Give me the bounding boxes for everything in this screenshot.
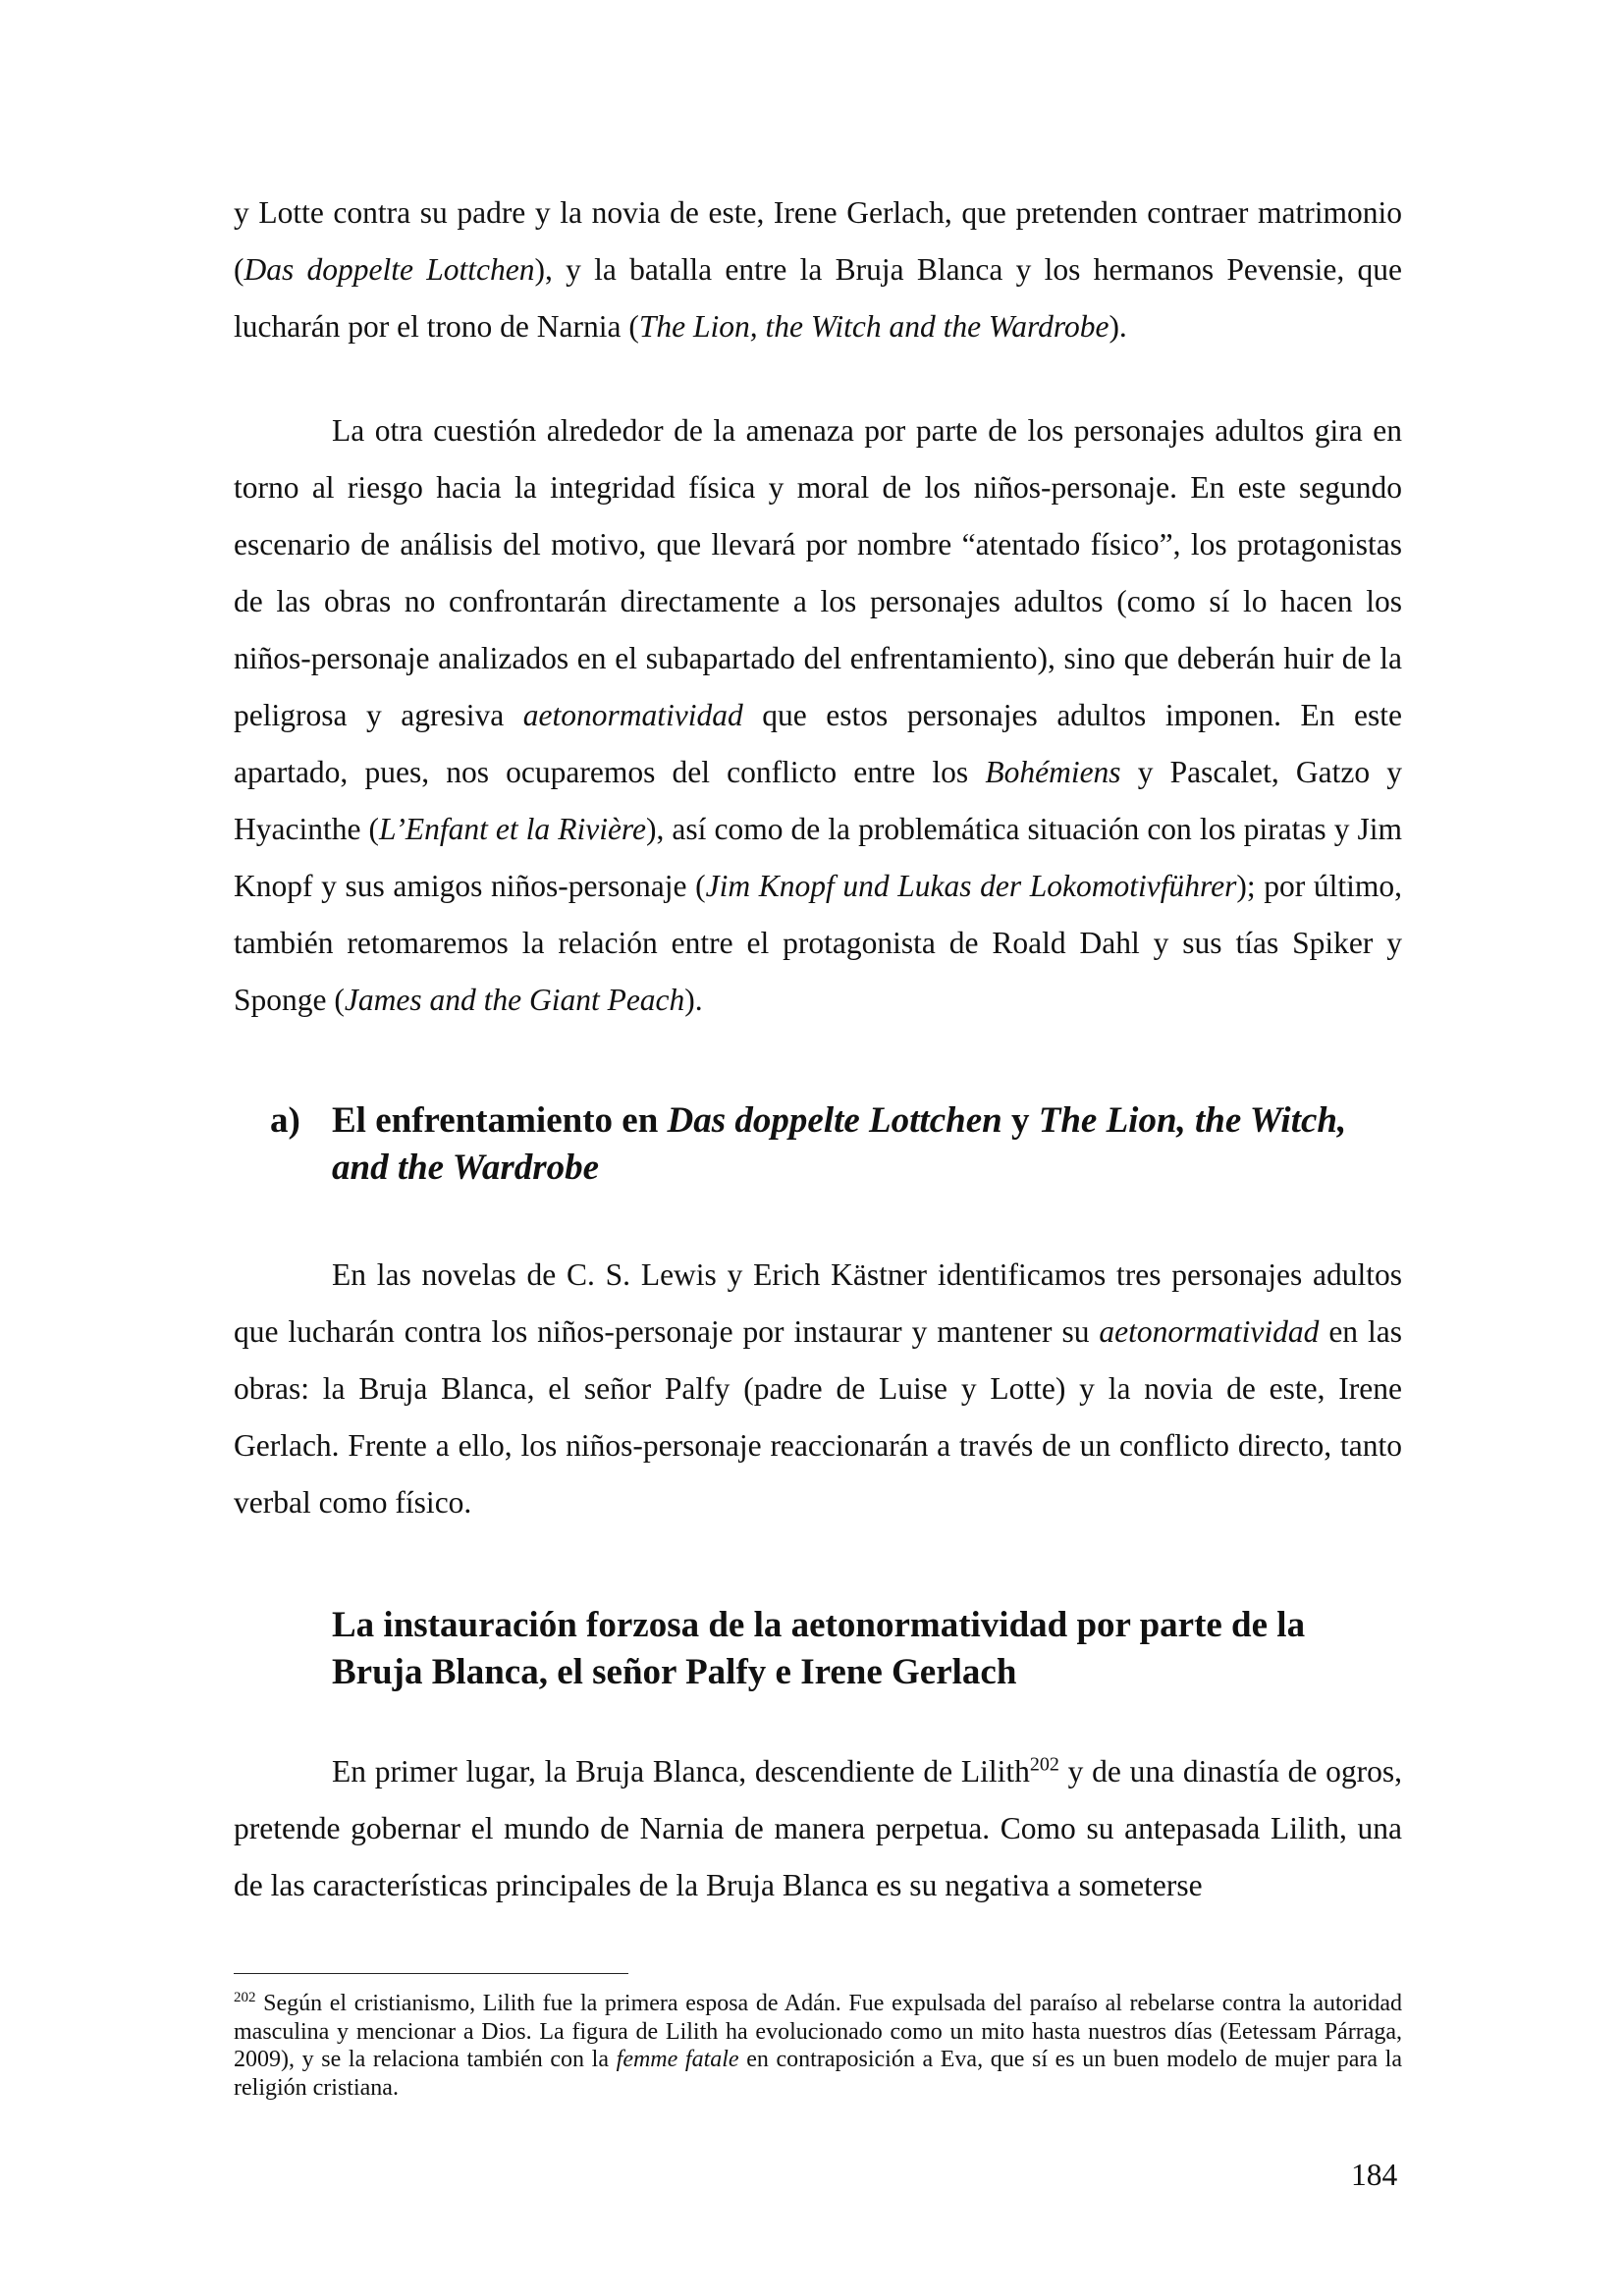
text-run: en las obras: la Bruja Blanca, el señor Palfy (padre de Luise y Lotte) y la novia de este, Irene Gerlach. Frente a ello, los niños-personaje reaccionarán a través de un conflicto directo, tanto verbal como físico. [234,1314,1402,1520]
footnote-reference[interactable]: 202 [1029,1753,1059,1776]
text-run: ), y la batalla entre la Bruja Blanca y los hermanos Pevensie, que lucharán por el trono de Narnia ( [234,252,1402,344]
footnote-italic: femme fatale [616,2047,739,2072]
text-run: y Pascalet, Gatzo y Hyacinthe ( [234,755,1403,846]
heading-run: y [1001,1100,1039,1141]
page-body [234,185,1402,1914]
footnote-run: Según el cristianismo, Lilith fue la primera esposa de Adán. Fue expulsada del paraíso al rebelarse contra la autoridad masculina y mencionar a Dios. La figura de Lilith ha evolucionado como un mito hasta nuestros días (Eetessam Párraga, 2009), y se la relaciona también con la [234,1991,1402,2072]
text-run: y de una dinastía de ogros, pretende gobernar el mundo de Narnia de manera perpetua. Como su antepasada Lilith, una de las características principales de la Bruja Blanca es su negativa a someterse [234,1754,1402,1902]
text-run: y Lotte contra su padre y la novia de este, Irene Gerlach, que pretenden contraer matrimonio ( [234,195,1402,287]
paragraph-white-witch [234,1743,1402,1914]
heading-italic-title: The Lion, the Witch, and the Wardrobe [332,1100,1347,1188]
italic-title: Das doppelte Lottchen [243,252,535,287]
italic-title: James and the Giant Peach [344,983,685,1017]
section-heading [234,1097,1402,1192]
italic-term: aetonormatividad [522,698,743,732]
heading-italic-title: Das doppelte Lottchen [667,1100,1002,1141]
text-run: ). [1109,309,1127,344]
text-run: que estos personajes adultos imponen. En este apartado, pues, nos ocuparemos del conflicto entre los [234,698,1402,789]
text-run: ). [684,983,703,1017]
page-number: 184 [1351,2158,1398,2192]
footnote-number: 202 [234,1990,256,2005]
italic-term: Bohémiens [985,755,1121,789]
italic-term: aetonormatividad [1099,1314,1320,1349]
section-marker: a) [270,1100,300,1141]
paragraph-physical-attack [234,402,1402,1029]
italic-title: Jim Knopf und Lukas der Lokomotivführer [705,869,1237,903]
text-run: ), así como de la problemática situación con los piratas y Jim Knopf y sus amigos niños-personaje ( [234,812,1403,903]
footnote [234,1990,1402,2102]
footnote-run: en contraposición a Eva, que sí es un buen modelo de mujer para la religión cristiana. [234,2047,1403,2101]
subsection-heading: La instauración forzosa de la aetonormatividad por parte de la Bruja Blanca, el señor Palfy e Irene Gerlach [332,1605,1306,1692]
footnote-separator [234,1973,628,1974]
text-run: ); por último, también retomaremos la relación entre el protagonista de Roald Dahl y sus tías Spiker y Sponge ( [234,869,1402,1017]
heading-run: El enfrentamiento en [332,1100,668,1141]
paragraph-continuation [234,185,1402,355]
italic-title: The Lion, the Witch and the Wardrobe [638,309,1109,344]
text-run: La otra cuestión alrededor de la amenaza por parte de los personajes adultos gira en torno al riesgo hacia la integridad física y moral de los niños-personaje. En este segundo escenario de análisis del motivo, que llevará por nombre “atentado físico”, los protagonistas de las obras no confrontarán directamente a los personajes adultos (como sí lo hacen los niños-personaje analizados en el subapartado del enfrentamiento), sino que deberán huir de la peligrosa y agresiva [234,413,1402,732]
text-run: En las novelas de C. S. Lewis y Erich Kästner identificamos tres personajes adultos que lucharán contra los niños-personaje por instaurar y mantener su [234,1257,1402,1349]
text-run: En primer lugar, la Bruja Blanca, descendiente de Lilith [332,1754,1030,1789]
italic-title: L’Enfant et la Rivière [379,812,647,846]
paragraph-confrontation [234,1247,1402,1531]
